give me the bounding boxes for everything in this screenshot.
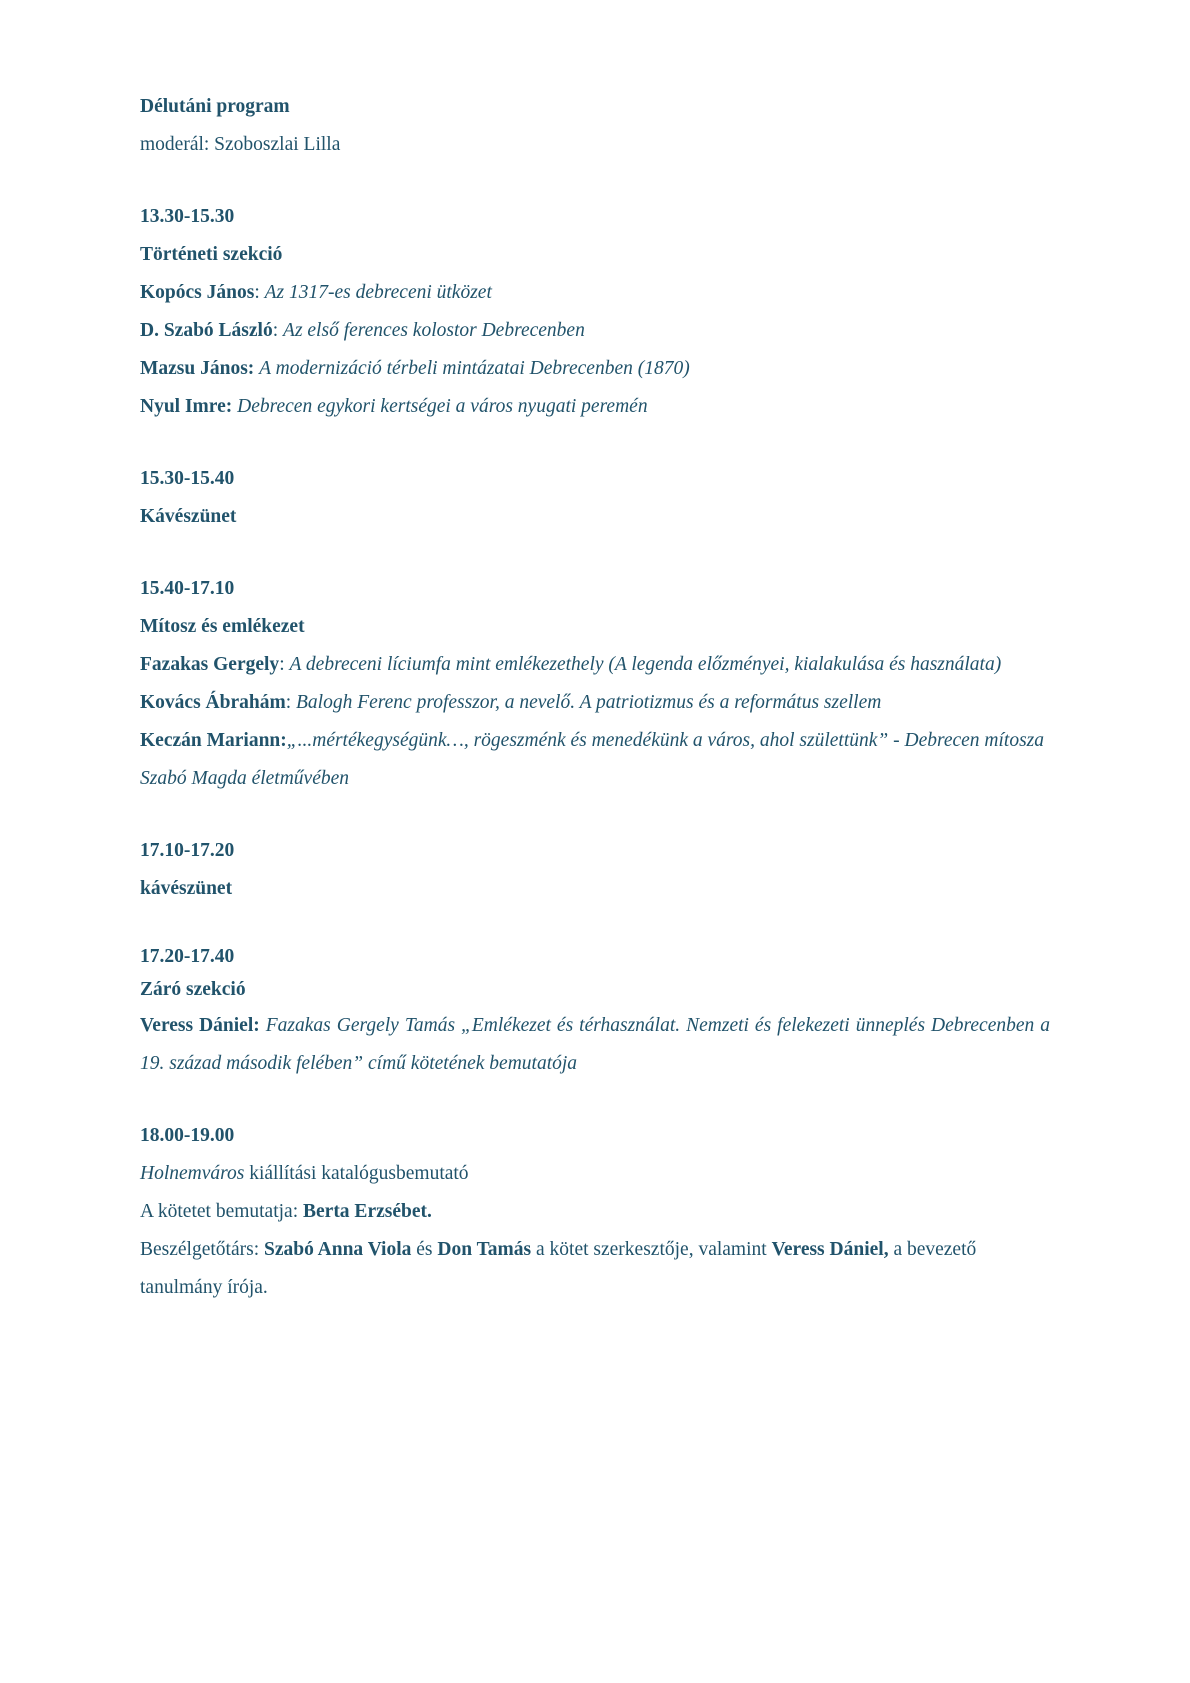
closing-time: 18.00-19.00 (140, 1124, 235, 1146)
entry-speaker: D. Szabó László (140, 320, 273, 342)
program-entry (140, 684, 1050, 722)
closing-partners-tail: a bevezető tanulmány írója. (140, 1238, 977, 1298)
entry-speaker: Keczán Mariann: (140, 730, 287, 752)
closing-section (140, 1117, 1050, 1307)
program-entry (140, 388, 1050, 426)
spacer (140, 798, 1050, 832)
entry-talk: Balogh Ferenc professzor, a nevelő. A patriotizmus és a református szellem (296, 692, 882, 714)
closing-title-rest: kiállítási katalógusbemutató (244, 1162, 469, 1184)
section-title: Záró szekció (140, 978, 246, 1000)
program-section (140, 832, 1050, 908)
program-entry (140, 1007, 1050, 1083)
closing-presenter-line (140, 1193, 1050, 1231)
page-title: Délutáni program (140, 96, 290, 117)
closing-catalog-line (140, 1155, 1050, 1193)
program-entry (140, 312, 1050, 350)
program-entry (140, 646, 1050, 684)
closing-partners-line (140, 1231, 1050, 1307)
entry-talk: Az 1317-es debreceni ütközet (264, 282, 492, 304)
entry-separator: : (279, 654, 290, 676)
program-section (140, 460, 1050, 536)
closing-partners-mid-1: és (411, 1238, 438, 1260)
section-title: Mítosz és emlékezet (140, 616, 305, 638)
entry-speaker: Veress Dániel: (140, 1014, 260, 1036)
entry-speaker: Fazakas Gergely (140, 654, 280, 676)
closing-presenter-name: Berta Erzsébet. (303, 1200, 432, 1222)
section-title: Történeti szekció (140, 244, 283, 266)
closing-partners-mid-2: a kötet szerkesztője, valamint (531, 1238, 772, 1260)
entry-separator: : (254, 282, 265, 304)
closing-title-italic: Holnemváros (140, 1162, 245, 1184)
spacer (140, 536, 1050, 570)
program-entry (140, 350, 1050, 388)
program-section (140, 570, 1050, 798)
entry-talk: Fazakas Gergely Tamás „Emlékezet és térhasználat. Nemzeti és felekezeti ünneplés Debrecenben a 19. század második felében” című kötetének bemutatója (140, 1014, 1050, 1074)
entry-talk: A debreceni líciumfa mint emlékezethely (A legenda előzményei, kialakulása és használata) (289, 654, 1002, 676)
closing-partner-name-1: Szabó Anna Viola (264, 1238, 412, 1260)
section-time: 15.30-15.40 (140, 468, 235, 490)
entry-speaker: Kopócs János (140, 282, 255, 304)
entry-separator: : (285, 692, 297, 714)
entry-talk: Az első ferences kolostor Debrecenben (283, 320, 585, 342)
spacer (140, 908, 1050, 942)
entry-speaker: Nyul Imre: (140, 396, 233, 418)
document-body (140, 88, 1050, 1307)
entry-speaker: Mazsu János: (140, 358, 255, 380)
section-time: 13.30-15.30 (140, 206, 235, 228)
entry-talk: Debrecen egykori kertségei a város nyugati peremén (237, 396, 648, 418)
closing-partner-name-2: Don Tamás (437, 1238, 532, 1260)
entry-talk: A modernizáció térbeli mintázatai Debrecenben (1870) (259, 358, 690, 380)
program-section (140, 198, 1050, 426)
section-time: 15.40-17.10 (140, 578, 235, 600)
moderator-line: moderál: Szoboszlai Lilla (140, 134, 341, 156)
entry-separator: : (272, 320, 284, 342)
closing-partner-name-3: Veress Dániel, (771, 1238, 889, 1260)
section-time: 17.10-17.20 (140, 840, 235, 862)
program-entry (140, 274, 1050, 312)
section-time: 17.20-17.40 (140, 946, 235, 968)
spacer (140, 1083, 1050, 1117)
section-title: Kávészünet (140, 506, 237, 528)
program-section (140, 942, 1050, 1082)
spacer (140, 426, 1050, 460)
entry-talk: „...mértékegységünk…, rögeszménk és menedékünk a város, ahol születtünk” - Debrecen mítosza Szabó Magda életművében (140, 730, 1045, 790)
section-title: kávészünet (140, 878, 233, 900)
entry-speaker: Kovács Ábrahám (140, 692, 286, 714)
spacer (140, 164, 1050, 198)
closing-presenter-prefix: A kötetet bemutatja: (140, 1200, 303, 1222)
closing-partners-prefix: Beszélgetőtárs: (140, 1238, 264, 1260)
program-entry (140, 722, 1050, 798)
